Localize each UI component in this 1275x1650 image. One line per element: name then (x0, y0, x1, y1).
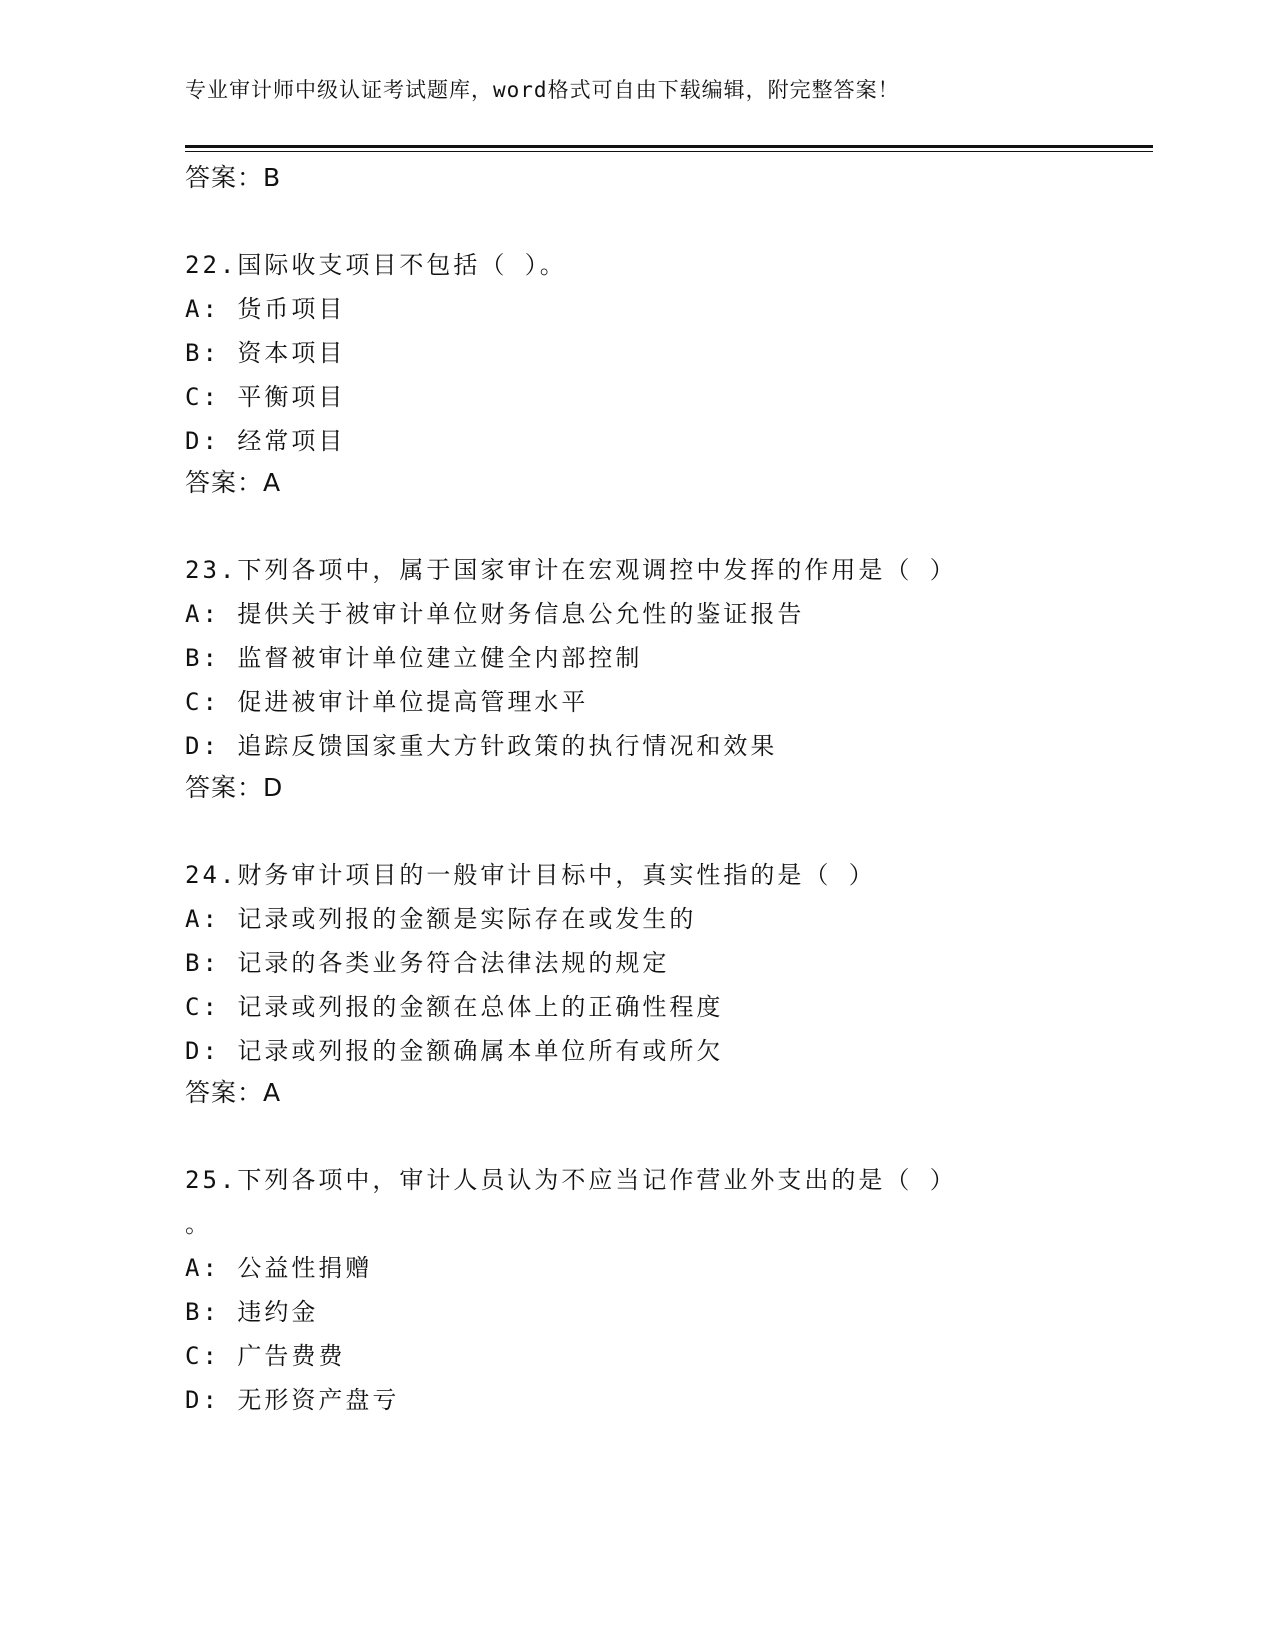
question-24-stem: 24.财务审计项目的一般审计目标中，真实性指的是（ ） (185, 861, 876, 889)
answer-q22: 答案：A (185, 468, 282, 497)
question-25-option-d: D: 无形资产盘亏 (185, 1386, 400, 1414)
question-24-option-d: D: 记录或列报的金额确属本单位所有或所欠 (185, 1037, 724, 1065)
question-22-stem: 22.国际收支项目不包括（ ）。 (185, 251, 567, 279)
question-22-option-c: C: 平衡项目 (185, 383, 346, 411)
question-25-stem-continued: 。 (185, 1210, 212, 1238)
question-24-option-b: B: 记录的各类业务符合法律法规的规定 (185, 949, 670, 977)
question-22-option-d: D: 经常项目 (185, 427, 346, 455)
header-rule-thick (185, 145, 1153, 148)
question-23-option-a: A: 提供关于被审计单位财务信息公允性的鉴证报告 (185, 600, 805, 628)
question-25-option-c: C: 广告费费 (185, 1342, 346, 1370)
question-23-option-b: B: 监督被审计单位建立健全内部控制 (185, 644, 643, 672)
question-22-option-b: B: 资本项目 (185, 339, 346, 367)
question-23-option-c: C: 促进被审计单位提高管理水平 (185, 688, 589, 716)
question-22-option-a: A: 货币项目 (185, 295, 346, 323)
answer-q24: 答案：A (185, 1078, 282, 1107)
question-23-option-d: D: 追踪反馈国家重大方针政策的执行情况和效果 (185, 732, 778, 760)
answer-q23: 答案：D (185, 773, 284, 802)
question-24-option-c: C: 记录或列报的金额在总体上的正确性程度 (185, 993, 724, 1021)
question-25-option-a: A: 公益性捐赠 (185, 1254, 373, 1282)
question-24-option-a: A: 记录或列报的金额是实际存在或发生的 (185, 905, 697, 933)
page-header: 专业审计师中级认证考试题库，word格式可自由下载编辑，附完整答案！ (185, 78, 900, 102)
question-25-option-b: B: 违约金 (185, 1298, 319, 1326)
header-rule-thin (185, 151, 1153, 152)
question-25-stem: 25.下列各项中，审计人员认为不应当记作营业外支出的是（ ） (185, 1166, 957, 1194)
question-23-stem: 23.下列各项中，属于国家审计在宏观调控中发挥的作用是（ ） (185, 556, 957, 584)
answer-q21: 答案：B (185, 163, 282, 192)
